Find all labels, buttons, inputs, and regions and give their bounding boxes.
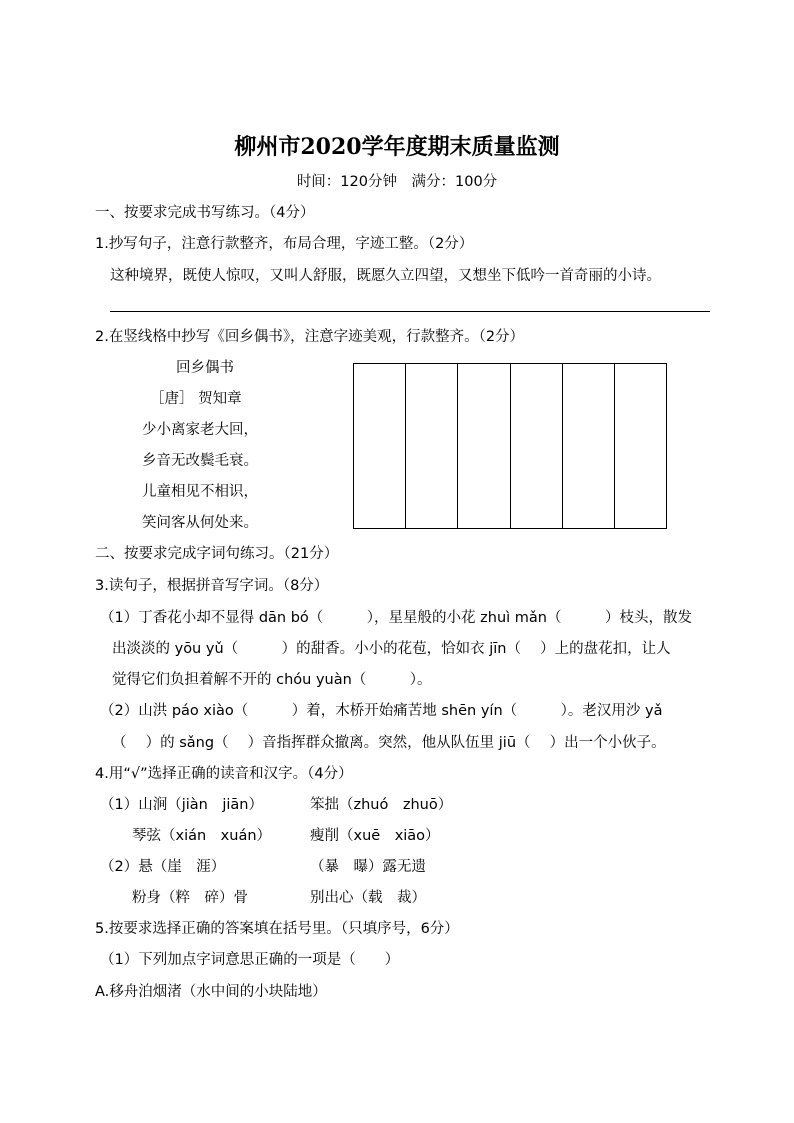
question-4-item: 琴弦（xián xuán） [132, 828, 272, 844]
vertical-writing-grid[interactable] [353, 363, 667, 529]
grid-column[interactable] [458, 364, 510, 528]
question-4-item: 笨拙（zhuó zhuō） [310, 797, 453, 813]
question-3-1-line-2: 出淡淡的 yōu yǔ（ ）的甜香。小小的花苞，恰如衣 jīn（ ）上的盘花扣，让人 [112, 641, 671, 657]
grid-column[interactable] [563, 364, 615, 528]
poem-line: 乡音无改鬓毛衰。 [142, 453, 258, 469]
question-4-item: 别出心（载 裁） [310, 890, 426, 906]
question-5-1-option-a: A.移舟泊烟渚（水中间的小块陆地） [95, 984, 327, 1000]
writing-line[interactable] [110, 311, 710, 312]
section-2-heading: 二、按要求完成字词句练习。（21分） [95, 546, 339, 562]
question-4-item: 粉身（粹 碎）骨 [132, 890, 248, 906]
question-3: 3.读句子，根据拼音写字词。（8分） [95, 578, 329, 594]
question-3-2-line-1: （2）山洪 páo xiào（ ）着，木桥开始痛苦地 shēn yín（ ）。老汉用沙 yǎ [100, 703, 663, 719]
question-3-2-line-2: （ ）的 sǎng（ ）音指挥群众撤离。突然，他从队伍里 jiū（ ）出一个小伙子。 [112, 735, 666, 751]
grid-column[interactable] [615, 364, 666, 528]
question-5-1: （1）下列加点字词意思正确的一项是（ ） [100, 952, 400, 968]
page-title: 柳州市2020学年度期末质量监测 [234, 134, 560, 160]
question-2: 2.在竖线格中抄写《回乡偶书》，注意字迹美观，行款整齐。（2分） [95, 329, 525, 345]
question-4-item: （2）悬（崖 涯） [100, 859, 226, 875]
poem-line: 笑问客从何处来。 [142, 515, 258, 531]
poem-title: 回乡偶书 [176, 360, 234, 376]
grid-column[interactable] [406, 364, 458, 528]
question-4-item: 瘦削（xuē xiāo） [310, 828, 440, 844]
question-1: 1.抄写句子，注意行款整齐，布局合理，字迹工整。（2分） [95, 236, 474, 252]
poem-line: 儿童相见不相识， [142, 484, 258, 500]
question-4: 4.用“√”选择正确的读音和汉字。（4分） [95, 766, 353, 782]
grid-column[interactable] [354, 364, 406, 528]
question-1-sentence: 这种境界，既使人惊叹，又叫人舒服，既愿久立四望，又想坐下低吟一首奇丽的小诗。 [110, 268, 661, 284]
poem-author: ［唐］ 贺知章 [150, 391, 242, 407]
question-5: 5.按要求选择正确的答案填在括号里。（只填序号，6分） [95, 921, 459, 937]
question-3-1-line-3: 觉得它们负担着解不开的 chóu yuàn（ ）。 [112, 672, 432, 688]
section-1-heading: 一、按要求完成书写练习。（4分） [95, 205, 315, 221]
exam-info: 时间：120分钟 满分：100分 [296, 174, 498, 190]
question-4-item: （1）山涧（jiàn jiān） [100, 797, 263, 813]
question-3-1-line-1: （1）丁香花小却不显得 dān bó（ ），星星般的小花 zhuì mǎn（ ）枝头，散发 [100, 610, 692, 626]
poem [120, 356, 320, 542]
poem-line: 少小离家老大回， [142, 422, 258, 438]
question-4-item: （暴 曝）露无遗 [310, 859, 426, 875]
grid-column[interactable] [511, 364, 563, 528]
